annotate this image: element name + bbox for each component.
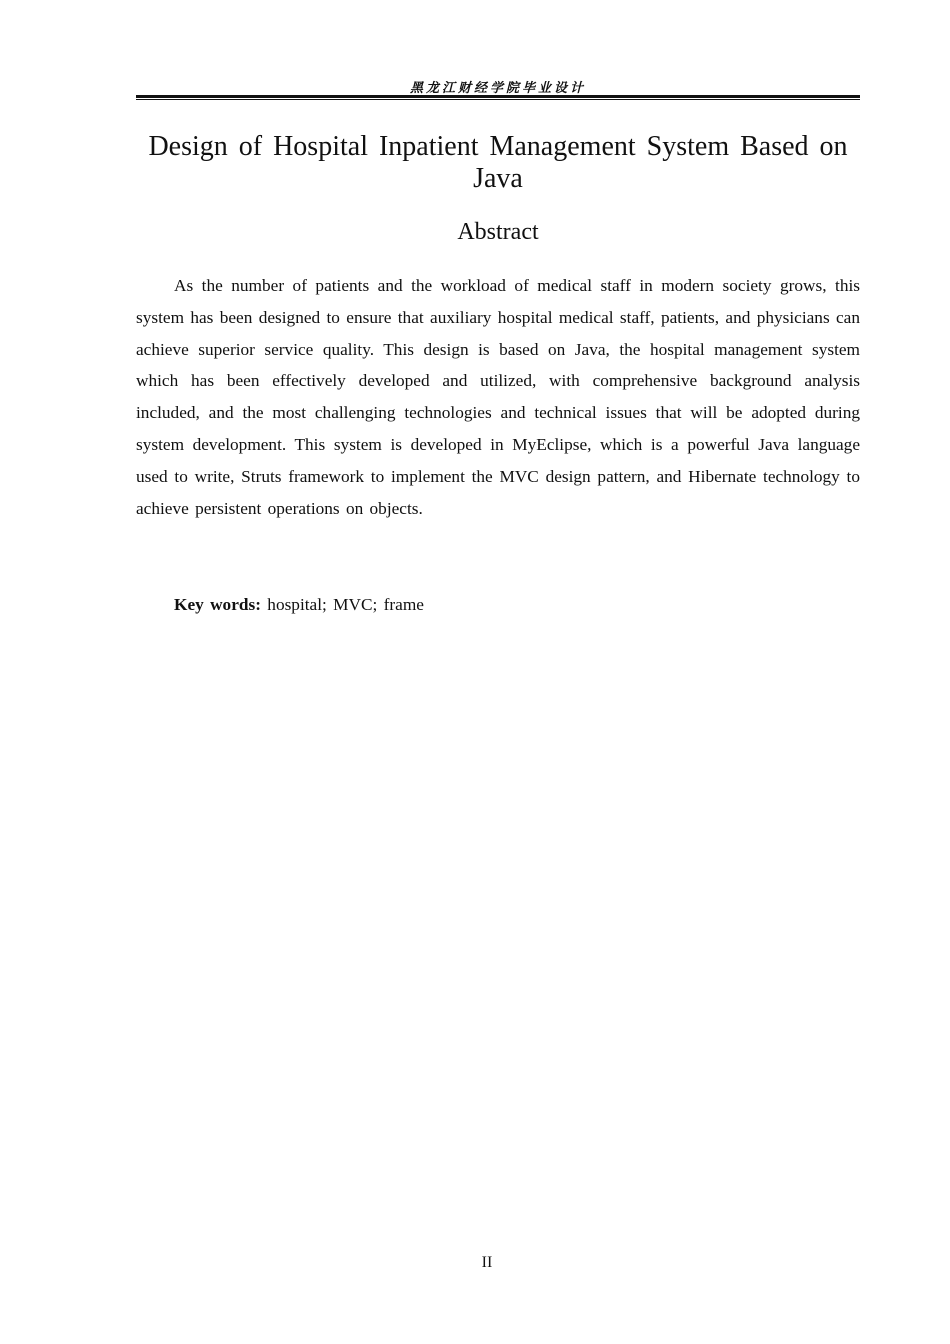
keywords-line xyxy=(174,592,424,618)
abstract-paragraph: As the number of patients and the workload of medical staff in modern society grows, this system has been designed to ensure that auxiliary hospital medical staff, patients, and physicians can achieve superior service quality. This design is based on Java, the hospital management system which has been effectively developed and utilized, with comprehensive background analysis included, and the most challenging technologies and technical issues that will be adopted during system development. This system is developed in MyEclipse, which is a powerful Java language used to write, Struts framework to implement the MVC design pattern, and Hibernate technology to achieve persistent operations on objects. xyxy=(136,276,860,518)
running-header: 黑龙江财经学院毕业设计 xyxy=(409,81,586,96)
keywords-list: hospital; MVC; frame xyxy=(267,595,424,614)
keywords-label: Key words: xyxy=(174,595,261,614)
paper-title: Design of Hospital Inpatient Management System Based on Java xyxy=(148,131,848,194)
page-number: II xyxy=(481,1254,493,1271)
header-double-rule xyxy=(136,95,860,100)
abstract-heading: Abstract xyxy=(457,219,539,245)
